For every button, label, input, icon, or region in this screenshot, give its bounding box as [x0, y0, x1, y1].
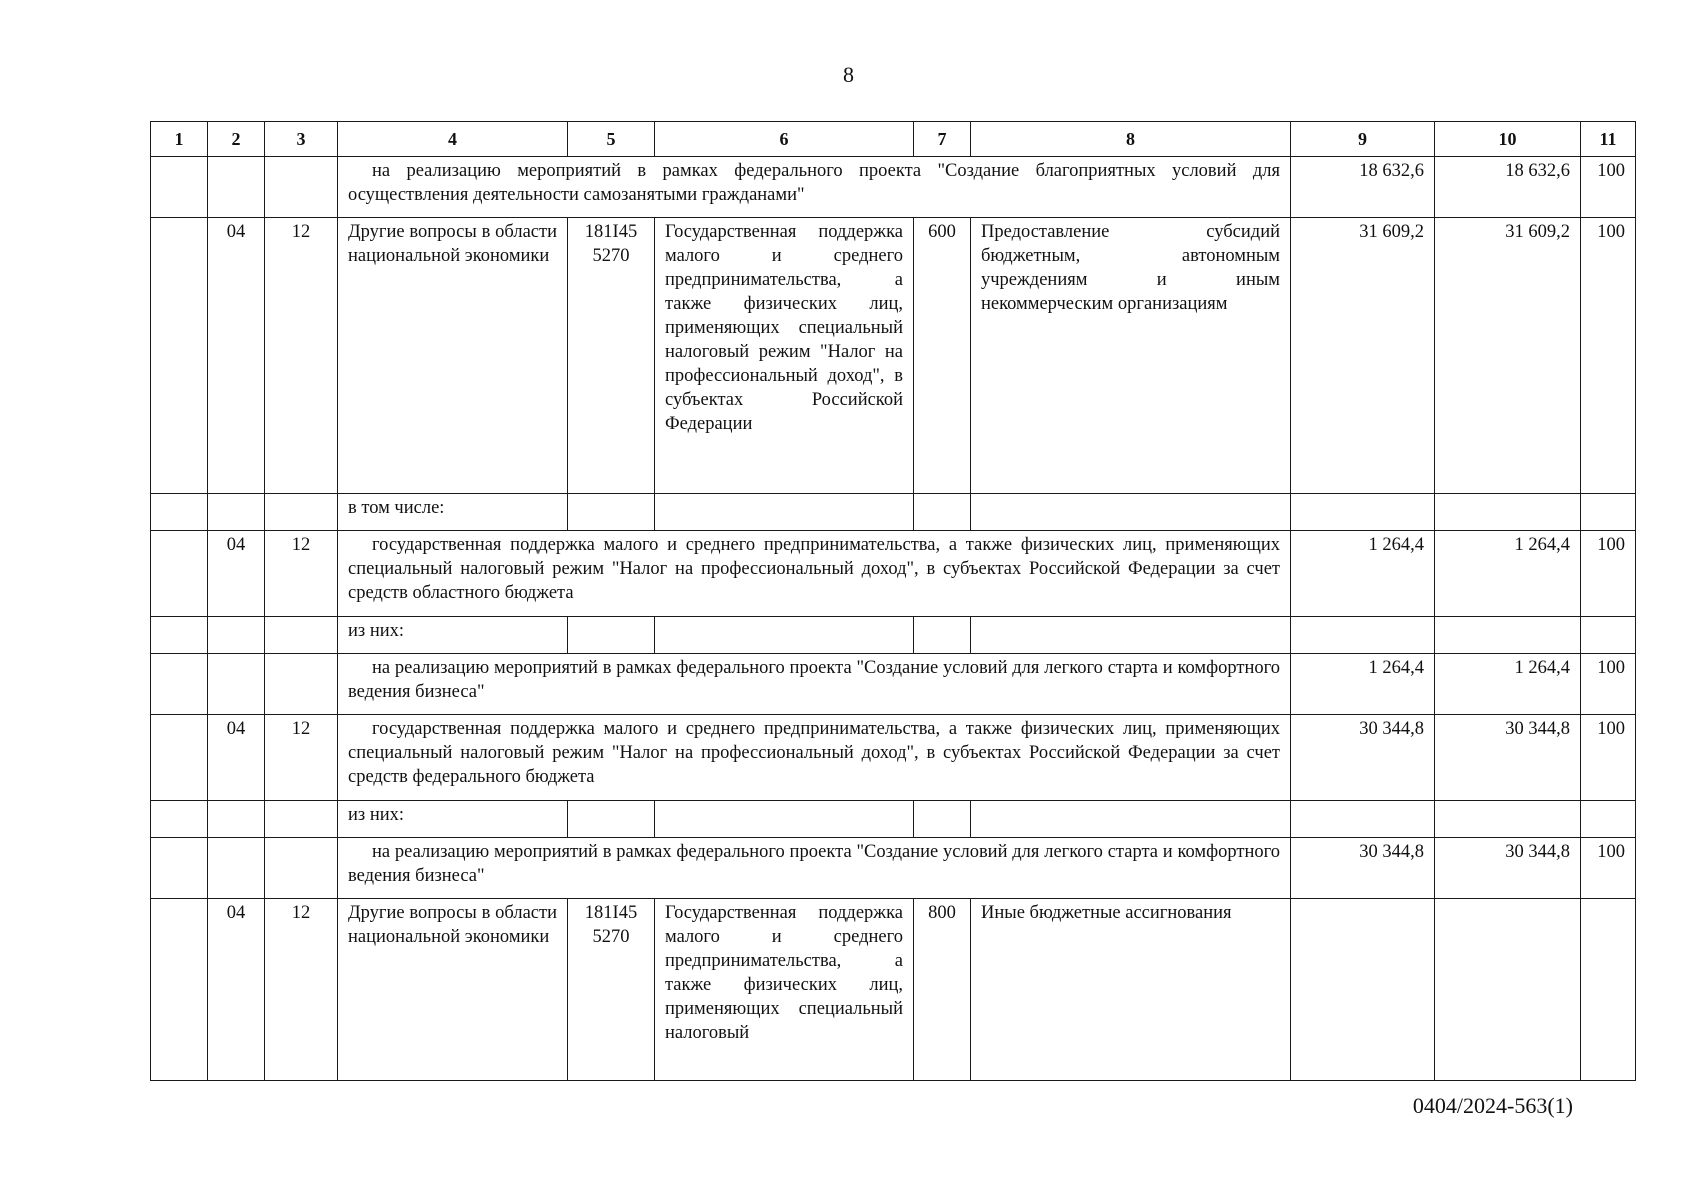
target-article-name: Государственная поддержка малого и среднего предпринимательства, а также физических лиц, применяющих специальный налоговый: [655, 899, 914, 1081]
value-col11: [1581, 899, 1636, 1081]
expense-type-name: Предоставление субсидий бюджетным, автономным учреждениям и иным некоммерческим организациям: [971, 218, 1291, 494]
value-col9: 1 264,4: [1291, 654, 1435, 715]
table-row: [151, 157, 1636, 218]
table-row: [151, 218, 1636, 494]
table-row: [151, 654, 1636, 715]
section-code: 04: [208, 899, 265, 1081]
value-col11: 100: [1581, 654, 1636, 715]
value-col9: 1 264,4: [1291, 531, 1435, 617]
value-col10: 31 609,2: [1435, 218, 1581, 494]
target-article-code: 181I45 5270: [568, 899, 655, 1081]
row-description: государственная поддержка малого и среднего предпринимательства, а также физических лиц, применяющих специальный налоговый режим "Налог на профессиональный доход", в субъектах Российской Федерации за счет средств федерального бюджета: [338, 715, 1291, 801]
value-col10: [1435, 899, 1581, 1081]
table-row: [151, 617, 1636, 654]
header-cell: 8: [971, 122, 1291, 157]
row-description: на реализацию мероприятий в рамках федерального проекта "Создание условий для легкого старта и комфортного ведения бизнеса": [338, 838, 1291, 899]
subsection-code: 12: [265, 899, 338, 1081]
section-code: 04: [208, 715, 265, 801]
row-description: на реализацию мероприятий в рамках федерального проекта "Создание благоприятных условий для осуществления деятельности самозанятыми гражданами": [338, 157, 1291, 218]
page-number: 8: [843, 62, 854, 87]
subsection-code: 12: [265, 531, 338, 617]
table-header-row: [151, 122, 1636, 157]
target-article-code: 181I45 5270: [568, 218, 655, 494]
value-col9: 30 344,8: [1291, 838, 1435, 899]
header-cell: 6: [655, 122, 914, 157]
value-col10: 1 264,4: [1435, 654, 1581, 715]
document-code: 0404/2024-563(1): [1412, 1093, 1573, 1118]
value-col11: 100: [1581, 838, 1636, 899]
value-col9: 30 344,8: [1291, 715, 1435, 801]
value-col10: 18 632,6: [1435, 157, 1581, 218]
header-cell: 7: [914, 122, 971, 157]
expense-type-name: Иные бюджетные ассигнования: [971, 899, 1291, 1081]
header-cell: 5: [568, 122, 655, 157]
value-col10: 30 344,8: [1435, 715, 1581, 801]
table-row: [151, 715, 1636, 801]
section-code: 04: [208, 531, 265, 617]
value-col11: 100: [1581, 157, 1636, 218]
expense-type-code: 600: [914, 218, 971, 494]
value-col10: 30 344,8: [1435, 838, 1581, 899]
table-row: [151, 801, 1636, 838]
header-cell: 11: [1581, 122, 1636, 157]
row-description: государственная поддержка малого и среднего предпринимательства, а также физических лиц, применяющих специальный налоговый режим "Налог на профессиональный доход", в субъектах Российской Федерации за счет средств областного бюджета: [338, 531, 1291, 617]
header-cell: 9: [1291, 122, 1435, 157]
value-col9: 18 632,6: [1291, 157, 1435, 218]
header-cell: 1: [151, 122, 208, 157]
section-name: Другие вопросы в области национальной экономики: [338, 218, 568, 494]
table-row: [151, 899, 1636, 1081]
table-row: [151, 531, 1636, 617]
expense-type-code: 800: [914, 899, 971, 1081]
section-name: Другие вопросы в области национальной экономики: [338, 899, 568, 1081]
subsection-code: 12: [265, 218, 338, 494]
section-code: 04: [208, 218, 265, 494]
row-label: в том числе:: [338, 494, 568, 531]
value-col11: 100: [1581, 531, 1636, 617]
value-col10: 1 264,4: [1435, 531, 1581, 617]
header-cell: 10: [1435, 122, 1581, 157]
table-row: [151, 838, 1636, 899]
header-cell: 3: [265, 122, 338, 157]
table-row: [151, 494, 1636, 531]
row-label: из них:: [338, 801, 568, 838]
value-col9: 31 609,2: [1291, 218, 1435, 494]
header-cell: 2: [208, 122, 265, 157]
header-cell: 4: [338, 122, 568, 157]
value-col11: 100: [1581, 218, 1636, 494]
row-description: на реализацию мероприятий в рамках федерального проекта "Создание условий для легкого старта и комфортного ведения бизнеса": [338, 654, 1291, 715]
target-article-name: Государственная поддержка малого и среднего предпринимательства, а также физических лиц, применяющих специальный налоговый режим "Налог на профессиональный доход", в субъектах Российской Федерации: [655, 218, 914, 494]
row-label: из них:: [338, 617, 568, 654]
value-col9: [1291, 899, 1435, 1081]
subsection-code: 12: [265, 715, 338, 801]
budget-table: [150, 121, 1636, 1081]
value-col11: 100: [1581, 715, 1636, 801]
